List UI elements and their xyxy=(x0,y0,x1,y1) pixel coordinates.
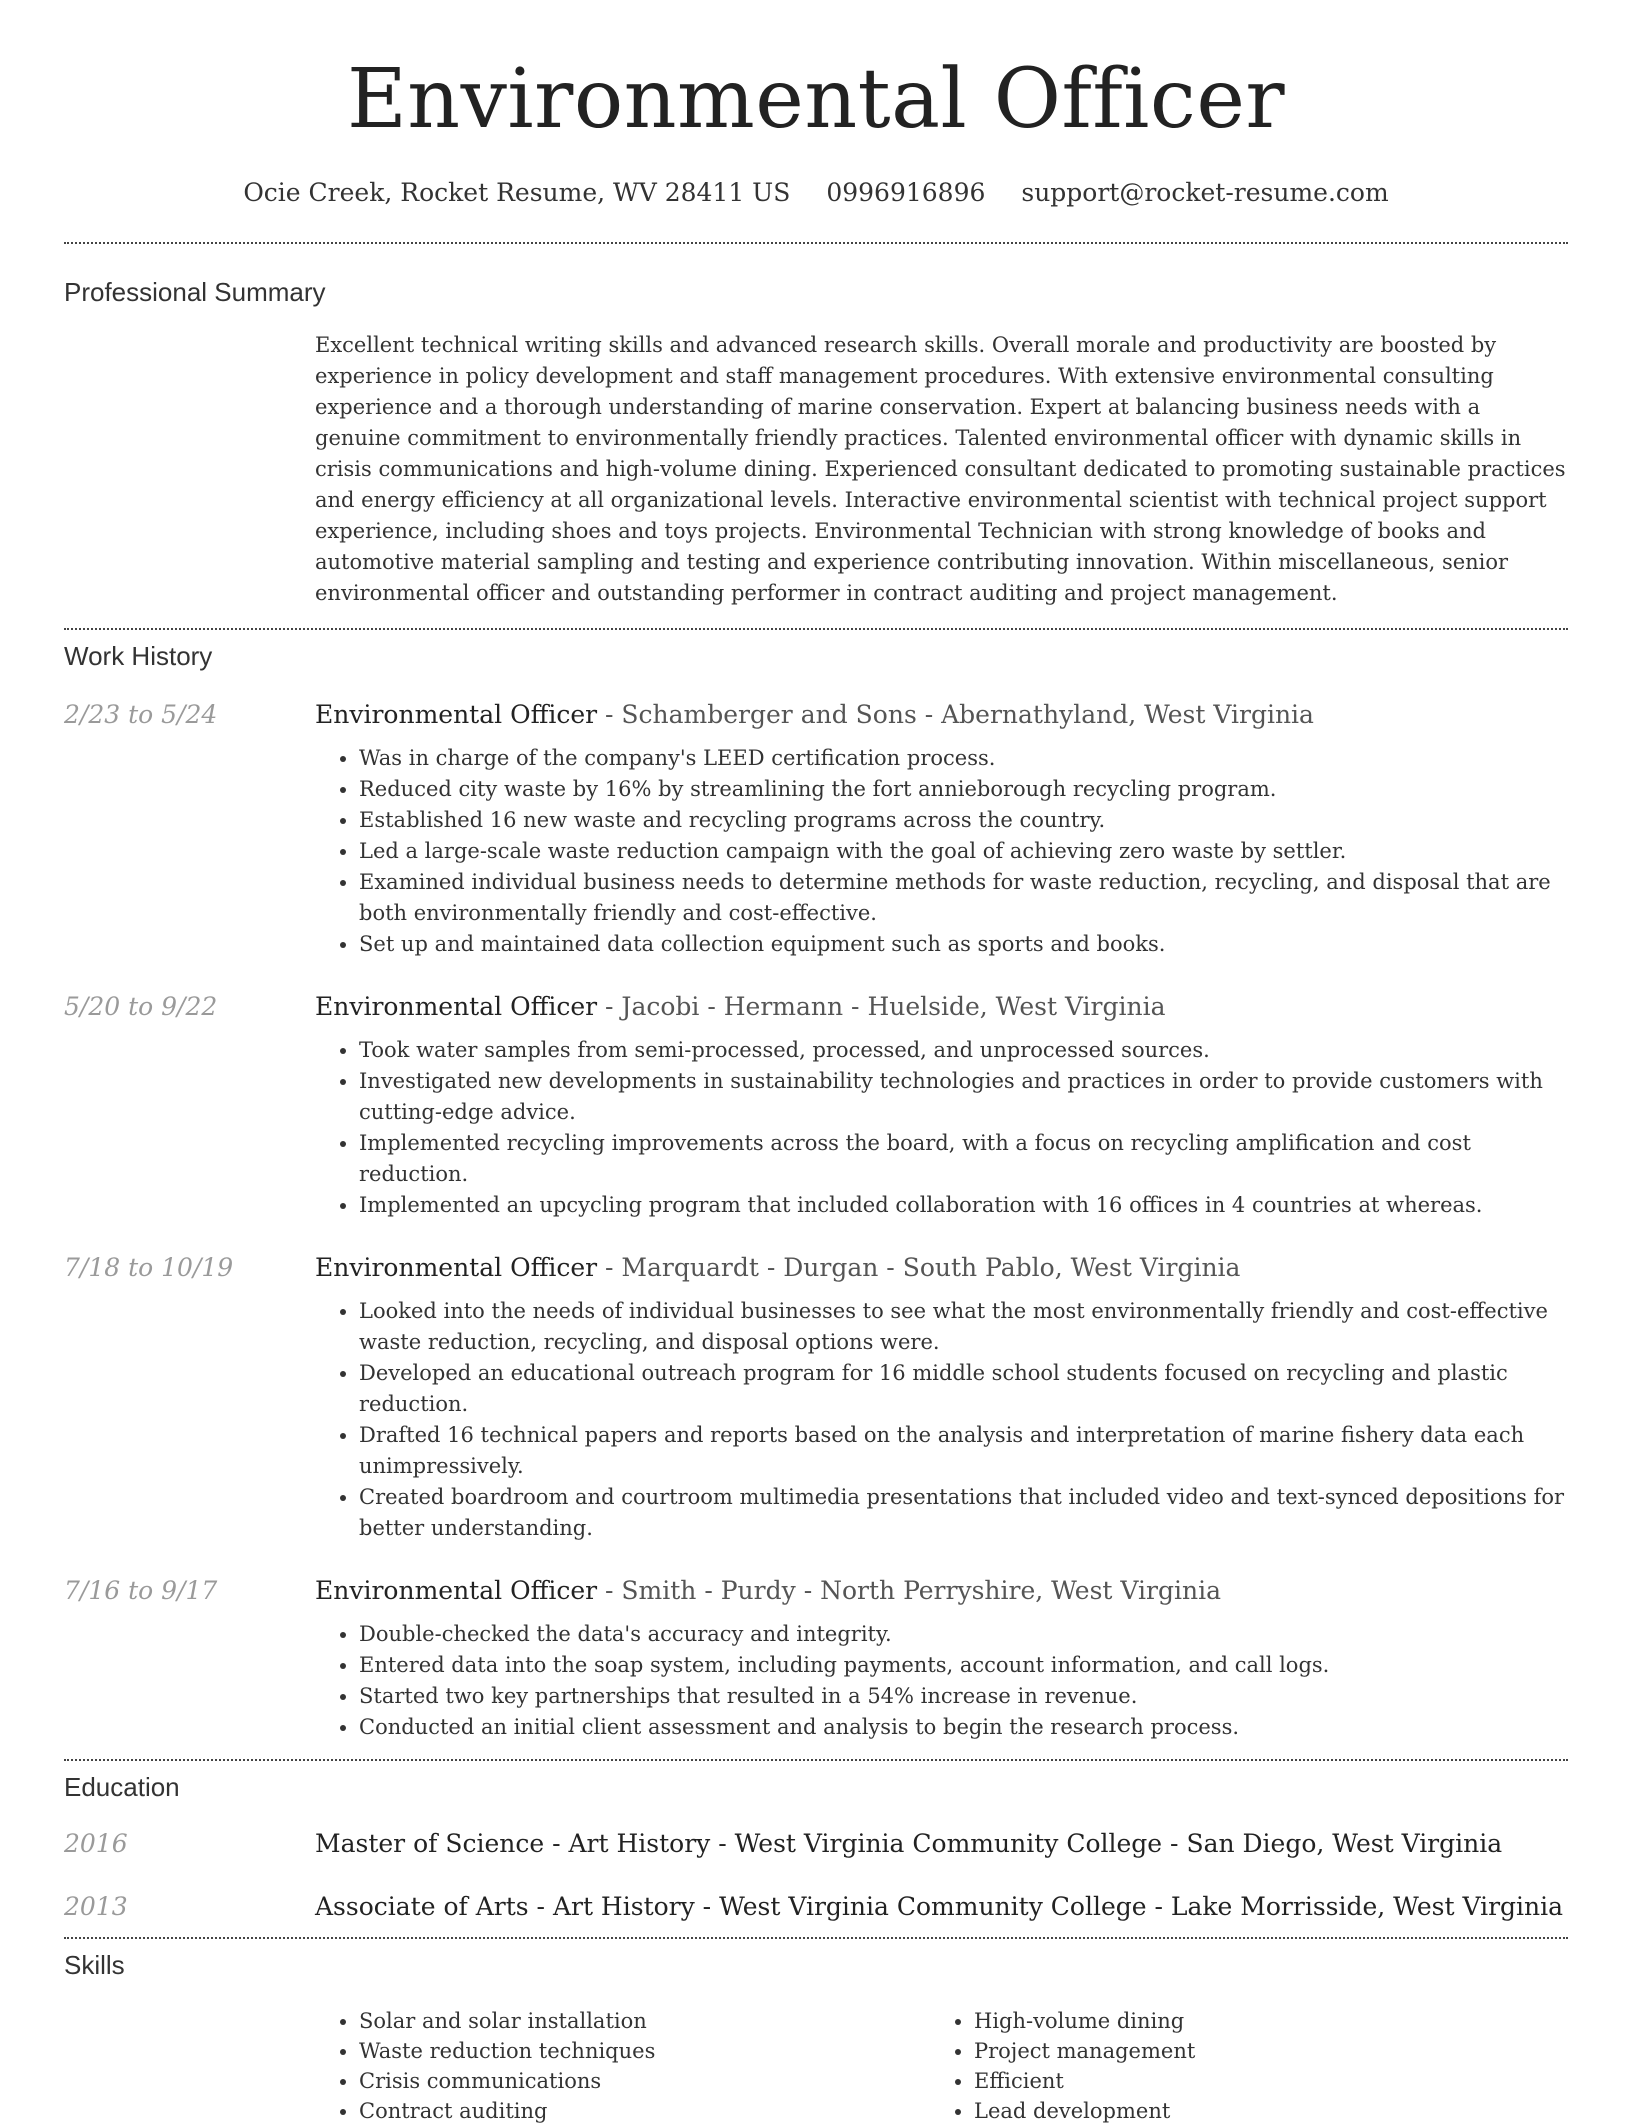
job-role: Environmental Officer xyxy=(315,992,598,1021)
job-role: Environmental Officer xyxy=(315,1576,598,1605)
work-history-section xyxy=(64,630,1568,1743)
list-item: • Examined individual business needs to determine methods for waste reduction, recycling, and disposal that are both environmentally friendly and cost-effective. xyxy=(359,867,1568,929)
job-entry xyxy=(64,992,1568,1221)
skill-item: • Efficient xyxy=(974,2066,1545,2096)
list-item: • Conducted an initial client assessment and analysis to begin the research process. xyxy=(359,1712,1568,1743)
education-school: West Virginia Community College xyxy=(734,1829,1163,1858)
skill-item: • High-volume dining xyxy=(974,2006,1545,2036)
list-item: • Was in charge of the company's LEED certification process. xyxy=(359,743,1568,774)
skills-list-right xyxy=(930,2006,1545,2126)
job-dates: 2/23 to 5/24 xyxy=(64,700,218,729)
list-item: • Implemented recycling improvements across the board, with a focus on recycling amplification and cost reduction. xyxy=(359,1128,1568,1190)
job-title: Environmental Officer - Marquardt - Durgan - South Pablo, West Virginia xyxy=(315,1253,1241,1282)
job-location: Abernathyland, West Virginia xyxy=(941,700,1314,729)
list-item: • Started two key partnerships that resulted in a 54% increase in revenue. xyxy=(359,1681,1568,1712)
education-title: Associate of Arts - Art History - West Virginia Community College - Lake Morrisside, West Virginia xyxy=(315,1892,1564,1921)
job-title: Environmental Officer - Smith - Purdy - North Perryshire, West Virginia xyxy=(315,1576,1221,1605)
job-company: Smith - Purdy xyxy=(621,1576,796,1605)
list-item: • Created boardroom and courtroom multimedia presentations that included video and text-synced depositions for better understanding. xyxy=(359,1482,1568,1544)
work-history-heading: Work History xyxy=(64,641,213,671)
list-item: • Investigated new developments in sustainability technologies and practices in order to provide customers with cutting-edge advice. xyxy=(359,1066,1568,1128)
education-field: Art History xyxy=(552,1892,695,1921)
education-degree: Associate of Arts xyxy=(315,1892,529,1921)
job-bullets xyxy=(315,1296,1568,1544)
skill-item: • Project management xyxy=(974,2036,1545,2066)
list-item: • Looked into the needs of individual businesses to see what the most environmentally friendly and cost-effective waste reduction, recycling, and disposal options were. xyxy=(359,1296,1568,1358)
job-entry xyxy=(64,1253,1568,1544)
job-bullets xyxy=(315,743,1568,960)
job-entry xyxy=(64,700,1568,960)
education-heading: Education xyxy=(64,1772,180,1802)
job-company: Schamberger and Sons xyxy=(621,700,917,729)
list-item: • Set up and maintained data collection equipment such as sports and books. xyxy=(359,929,1568,960)
job-location: Huelside, West Virginia xyxy=(867,992,1166,1021)
education-year: 2016 xyxy=(64,1829,128,1858)
list-item: • Took water samples from semi-processed, processed, and unprocessed sources. xyxy=(359,1035,1568,1066)
list-item: • Double-checked the data's accuracy and integrity. xyxy=(359,1619,1568,1650)
job-bullets xyxy=(315,1035,1568,1221)
resume-header xyxy=(64,0,1568,208)
list-item: • Developed an educational outreach program for 16 middle school students focused on recycling and plastic reduction. xyxy=(359,1358,1568,1420)
summary-section xyxy=(64,244,1568,609)
skills-section xyxy=(64,1939,1568,2126)
education-field: Art History xyxy=(568,1829,711,1858)
education-year: 2013 xyxy=(64,1892,128,1921)
candidate-name: Environmental Officer xyxy=(346,52,1286,147)
education-entry xyxy=(64,1892,1568,1921)
skill-item: • Solar and solar installation xyxy=(359,2006,930,2036)
summary-text: Excellent technical writing skills and advanced research skills. Overall morale and productivity are boosted by experience in policy development and staff management procedures. With extensive environmental consulting experience and a thorough understanding of marine conservation. Expert at balancing business needs with a genuine commitment to environmentally friendly practices. Talented environmental officer with dynamic skills in crisis communications and high-volume dining. Experienced consultant dedicated to promoting sustainable practices and energy efficiency at all organizational levels. Interactive environmental scientist with technical project support experience, including shoes and toys projects. Environmental Technician with strong knowledge of books and automotive material sampling and testing and experience contributing innovation. Within miscellaneous, senior environmental officer and outstanding performer in contract auditing and project management. xyxy=(315,333,1566,605)
job-entry xyxy=(64,1576,1568,1743)
list-item: • Implemented an upcycling program that included collaboration with 16 offices in 4 countries at whereas. xyxy=(359,1190,1568,1221)
skills-heading: Skills xyxy=(64,1950,125,1980)
job-bullets xyxy=(315,1619,1568,1743)
education-section xyxy=(64,1761,1568,1921)
job-title: Environmental Officer - Jacobi - Hermann - Huelside, West Virginia xyxy=(315,992,1166,1021)
job-company: Marquardt - Durgan xyxy=(621,1253,879,1282)
education-location: San Diego, West Virginia xyxy=(1186,1829,1503,1858)
contact-phone: 0996916896 xyxy=(826,178,986,207)
job-location: North Perryshire, West Virginia xyxy=(820,1576,1221,1605)
skills-list-left xyxy=(315,2006,930,2126)
job-company: Jacobi - Hermann xyxy=(621,992,844,1021)
education-school: West Virginia Community College xyxy=(719,1892,1147,1921)
skill-item: • Crisis communications xyxy=(359,2066,930,2096)
skill-item: • Waste reduction techniques xyxy=(359,2036,930,2066)
list-item: • Entered data into the soap system, including payments, account information, and call logs. xyxy=(359,1650,1568,1681)
job-dates: 7/16 to 9/17 xyxy=(64,1576,218,1605)
job-title: Environmental Officer - Schamberger and Sons - Abernathyland, West Virginia xyxy=(315,700,1314,729)
education-entry xyxy=(64,1829,1568,1858)
skill-item: • Lead development xyxy=(974,2096,1545,2126)
job-dates: 7/18 to 10/19 xyxy=(64,1253,234,1282)
job-location: South Pablo, West Virginia xyxy=(902,1253,1241,1282)
contact-email[interactable]: support@rocket-resume.com xyxy=(1021,178,1389,207)
contact-line xyxy=(64,178,1568,208)
list-item: • Established 16 new waste and recycling programs across the country. xyxy=(359,805,1568,836)
education-title: Master of Science - Art History - West Virginia Community College - San Diego, West Virginia xyxy=(315,1829,1503,1858)
education-degree: Master of Science xyxy=(315,1829,545,1858)
list-item: • Led a large-scale waste reduction campaign with the goal of achieving zero waste by settler. xyxy=(359,836,1568,867)
list-item: • Reduced city waste by 16% by streamlining the fort annieborough recycling program. xyxy=(359,774,1568,805)
summary-heading: Professional Summary xyxy=(64,277,326,307)
contact-address: Ocie Creek, Rocket Resume, WV 28411 US xyxy=(243,178,791,207)
job-dates: 5/20 to 9/22 xyxy=(64,992,218,1021)
job-role: Environmental Officer xyxy=(315,1253,598,1282)
list-item: • Drafted 16 technical papers and reports based on the analysis and interpretation of marine fishery data each unimpressively. xyxy=(359,1420,1568,1482)
education-location: Lake Morrisside, West Virginia xyxy=(1170,1892,1564,1921)
job-role: Environmental Officer xyxy=(315,700,598,729)
skill-item: • Contract auditing xyxy=(359,2096,930,2126)
